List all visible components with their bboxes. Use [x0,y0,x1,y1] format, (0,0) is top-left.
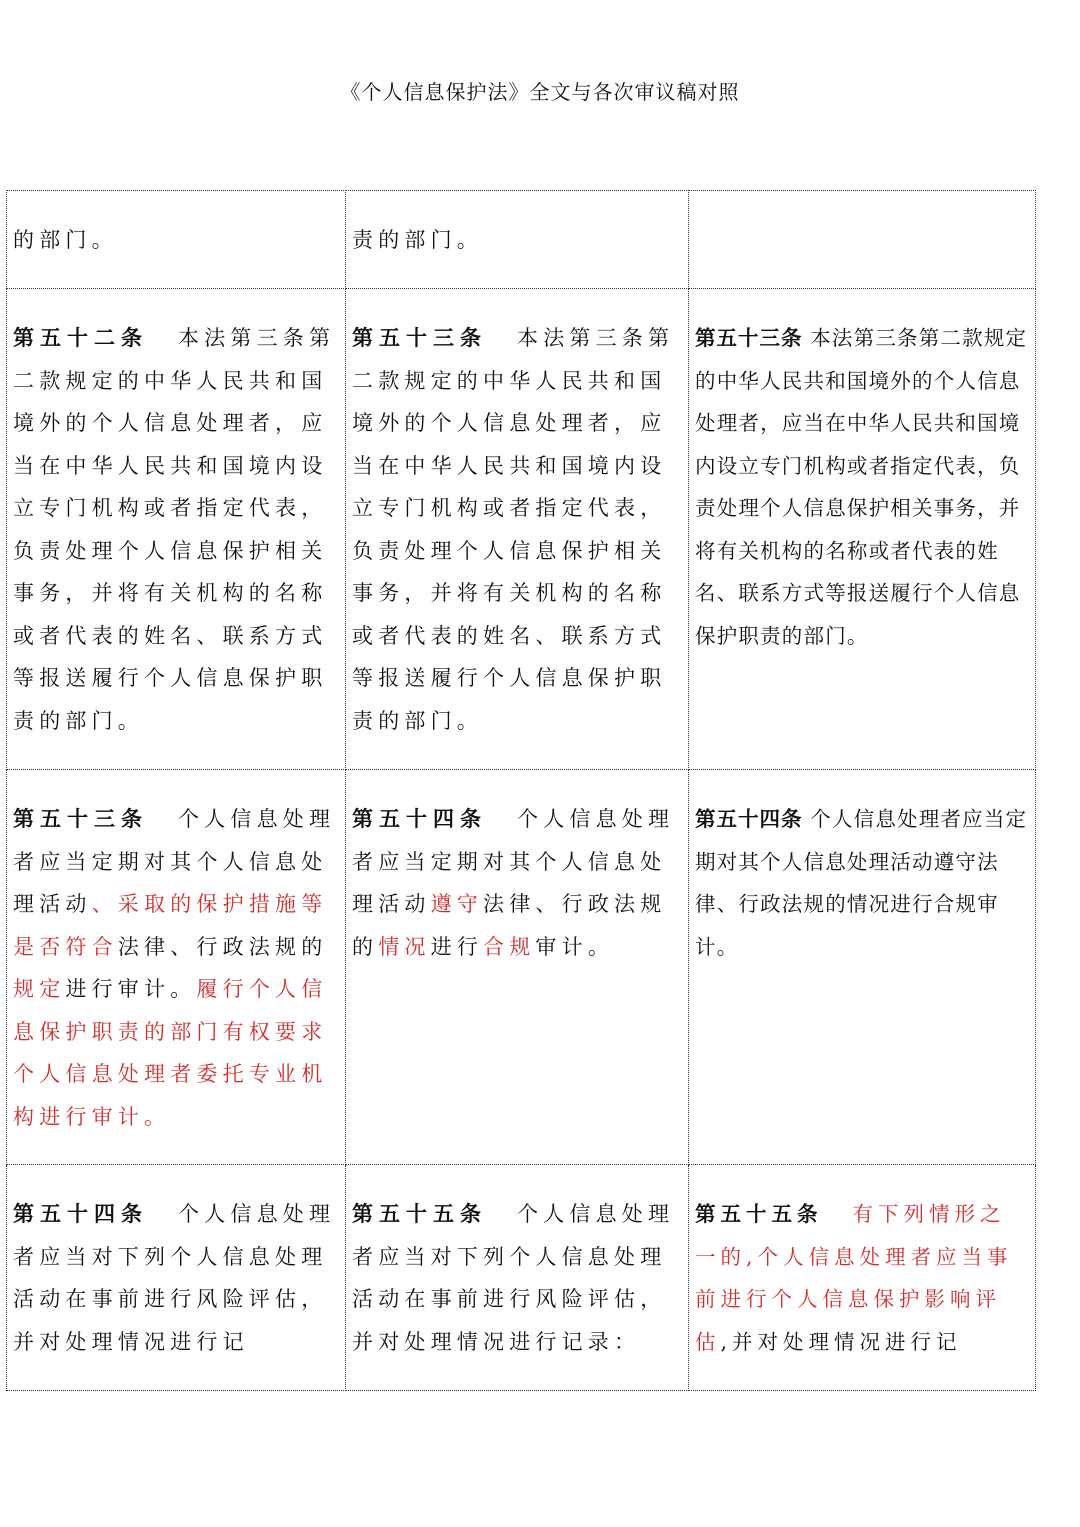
table-row [7,191,1036,289]
cell-text [695,1165,1029,1369]
article-number: 第五十三条 [695,326,803,350]
table-cell [689,770,1036,1165]
cell-text [695,191,1029,225]
revised-text: 情况 [378,934,431,959]
article-text: 个人信息处理者应当对下列个人信息处理活动在事前进行风险评估，并对处理情况进行记录： [352,1202,675,1354]
revised-text: , [746,1244,758,1269]
article-text: 法律、行政法规的 [117,934,328,959]
table-cell [7,770,346,1165]
table-cell [689,1165,1036,1391]
cell-text [13,191,339,268]
cell-text [13,289,339,748]
article-text: 个人信息处理者应当定期对其个人信息处理活动遵守法律、行政法规的情况进行合规审计。 [695,807,1028,959]
table-cell [689,289,1036,770]
article-number: 第五十三条 [13,807,148,831]
table-cell [346,191,689,289]
cell-text [13,1165,339,1369]
article-number: 第五十四条 [695,807,803,831]
article-text: 本法第三条第二款规定的中华人民共和国境外的个人信息处理者，应当在中华人民共和国境内设立专门机构或者指定代表，负责处理个人信息保护相关事务，并将有关机构的名称或者代表的姓名、联系方式等报送履行个人信息保护职责的部门。 [695,326,1028,648]
cell-text [352,289,682,748]
article-number: 第五十五条 [352,1202,487,1226]
article-text: 本法第三条第二款规定的中华人民共和国境外的个人信息处理者，应当在中华人民共和国境内设立专门机构或者指定代表，负责处理个人信息保护相关事务，并将有关机构的名称或者代表的姓名、联系方式等报送履行个人信息保护职责的部门。 [352,326,675,733]
article-number: 第五十三条 [352,326,487,350]
table-row [7,1165,1036,1391]
revised-text: 、采取的保护措施等是否符合 [13,892,328,959]
article-text: 审计。 [535,934,615,959]
revised-text: 合规 [483,934,536,959]
revised-text: 规定 [13,977,66,1001]
revised-text: 个人信息处理者应当事前进行个人信息保护影响评估 [695,1244,1013,1354]
comparison-table [6,190,1036,1391]
table-cell [7,289,346,770]
table-row [7,770,1036,1165]
article-text: 个人信息处理者应当定期对其个人信息处理活动 [13,807,336,916]
table-cell [7,1165,346,1391]
table-cell [346,1165,689,1391]
table-cell [7,191,346,289]
article-text: ,并对处理情况进行记 [720,1329,962,1354]
article-text: 本法第三条第二款规定的中华人民共和国境外的个人信息处理者，应当在中华人民共和国境内设立专门机构或者指定代表，负责处理个人信息保护相关事务，并将有关机构的名称或者代表的姓名、联系方式等报送履行个人信息保护职责的部门。 [13,326,336,733]
cell-text [695,289,1029,663]
article-text: 责的部门。 [352,228,483,252]
article-number: 第五十四条 [352,807,487,831]
article-number: 第五十四条 [13,1202,148,1226]
article-number: 第五十五条 [695,1202,823,1226]
article-text: 个人信息处理者应当定期对其个人信息处理活动 [352,807,675,916]
table-cell [346,770,689,1165]
cell-text [695,770,1029,974]
revised-text: 履行个人信息保护职责的部门有权要求个人信息处理者委托专业机构进行审计。 [13,977,328,1129]
table-row [7,289,1036,770]
cell-text [352,1165,682,1369]
article-text: 进行 [430,934,484,959]
revised-text: 遵守 [430,892,484,916]
table-cell [346,289,689,770]
article-text: 个人信息处理者应当对下列个人信息处理活动在事前进行风险评估，并对处理情况进行记 [13,1202,336,1354]
revised-text: 有下列情形之一的 [695,1202,1006,1269]
cell-text [352,191,682,268]
article-text: 法律、行政法规的 [352,892,667,959]
document-title: 《个人信息保护法》全文与各次审议稿对照 [340,80,740,104]
cell-text [13,770,339,1144]
article-text: 进行审计。 [65,977,197,1001]
article-text: 的部门。 [13,228,118,252]
table-cell [689,191,1036,289]
cell-text [352,770,682,974]
article-number: 第五十二条 [13,326,148,350]
